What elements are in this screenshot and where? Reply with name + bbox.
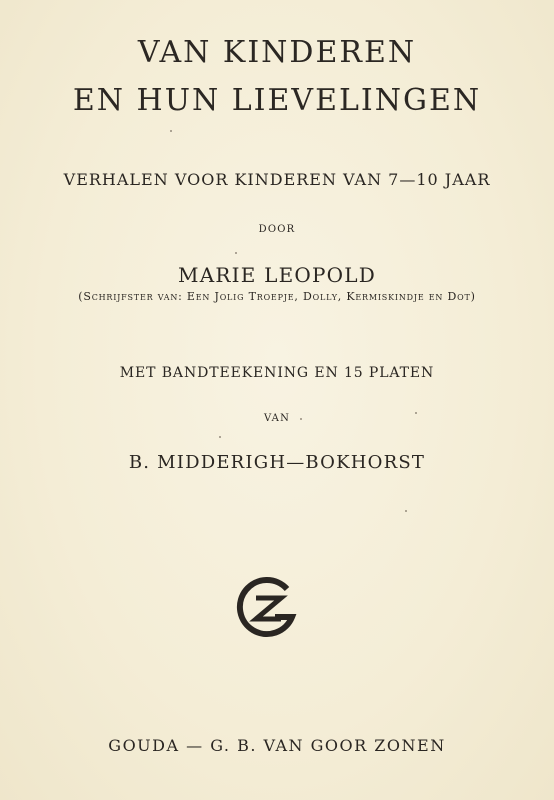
illustration-note: MET BANDTEEKENING EN 15 PLATEN — [119, 365, 435, 381]
author-name: MARIE LEOPOLD — [178, 263, 376, 287]
from-label: VAN — [263, 413, 291, 424]
paper-speck — [219, 436, 221, 438]
book-title-line-1: VAN KINDEREN — [137, 35, 417, 70]
paper-speck — [170, 130, 172, 132]
paper-speck — [300, 418, 302, 420]
illustrator-name: B. MIDDERIGH—BOKHORST — [128, 452, 426, 473]
author-previous-works: (Schrijfster van: Een Jolig Troepje, Dolly, Kermiskindje en Dot) — [78, 290, 476, 303]
paper-speck — [235, 252, 237, 254]
paper-speck — [415, 412, 417, 414]
book-title-line-2: EN HUN LIEVELINGEN — [72, 83, 482, 118]
paper-speck — [405, 510, 407, 512]
by-label: DOOR — [258, 224, 296, 235]
gvgz-monogram-logo-icon — [235, 575, 301, 641]
book-subtitle: VERHALEN VOOR KINDEREN VAN 7—10 JAAR — [63, 170, 491, 189]
publisher-imprint: GOUDA — G. B. VAN GOOR ZONEN — [108, 736, 446, 755]
